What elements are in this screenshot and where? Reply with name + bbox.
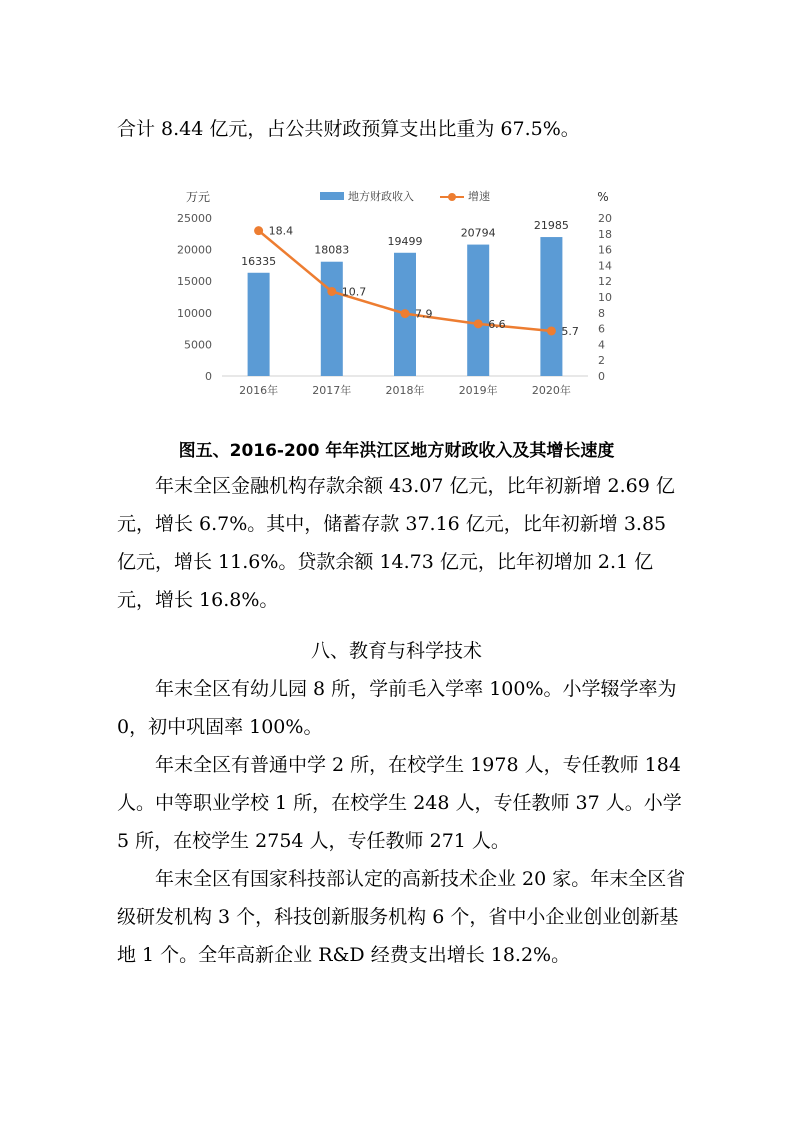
x-tick-label: 2017年 bbox=[312, 384, 352, 397]
paragraph-fiscal-spending: 合计 8.44 亿元，占公共财政预算支出比重为 67.5%。 bbox=[117, 118, 580, 140]
y-right-tick-label: 6 bbox=[598, 322, 605, 336]
x-tick-label: 2016年 bbox=[239, 384, 279, 397]
bar bbox=[540, 237, 562, 376]
bar bbox=[321, 262, 343, 376]
growth-rate-label: 18.4 bbox=[268, 224, 294, 238]
y-right-tick-label: 20 bbox=[598, 212, 612, 225]
growth-rate-point bbox=[254, 226, 263, 235]
growth-rate-point bbox=[547, 326, 556, 335]
section-heading: 八、教育与科学技术 bbox=[310, 640, 482, 662]
y-right-tick-label: 18 bbox=[598, 227, 612, 241]
y-left-tick-label: 5000 bbox=[184, 338, 212, 352]
bar-value-label: 21985 bbox=[533, 219, 569, 233]
y-left-tick-label: 20000 bbox=[177, 243, 212, 257]
growth-rate-label: 6.6 bbox=[488, 317, 506, 331]
y-right-tick-label: 8 bbox=[598, 306, 605, 320]
y-left-tick-label: 0 bbox=[205, 370, 212, 383]
legend-bar-label: 地方财政收入 bbox=[348, 190, 414, 203]
figure-caption: 图五、2016-200 年年洪江区地方财政收入及其增长速度 bbox=[178, 441, 615, 461]
y-left-tick-label: 10000 bbox=[177, 306, 212, 320]
bar-value-label: 16335 bbox=[241, 254, 277, 268]
x-tick-label: 2018年 bbox=[385, 384, 425, 397]
growth-rate-point bbox=[474, 319, 483, 328]
y-right-tick-label: 12 bbox=[598, 275, 612, 289]
growth-rate-label: 7.9 bbox=[415, 307, 433, 321]
bar-value-label: 19499 bbox=[387, 234, 423, 248]
bar-value-label: 20794 bbox=[460, 226, 496, 240]
y-right-tick-label: 10 bbox=[598, 291, 612, 304]
bar bbox=[467, 245, 489, 376]
x-tick-label: 2019年 bbox=[458, 384, 498, 397]
paragraph-technology: 年末全区有国家科技部认定的高新技术企业 20 家。年末全区省级研发机构 3 个，科技创新服务机构 6 个，省中小企业创业创新基地 1 个。全年高新企业 R&D 经费支出增长 18.2%。 bbox=[117, 868, 686, 966]
legend-bar-swatch bbox=[320, 192, 344, 200]
growth-rate-point bbox=[327, 287, 336, 296]
growth-rate-label: 10.7 bbox=[341, 285, 367, 299]
legend-line-marker bbox=[448, 193, 456, 201]
y-right-tick-label: 14 bbox=[598, 259, 612, 273]
paragraph-finance: 年末全区金融机构存款余额 43.07 亿元，比年初新增 2.69 亿元，增长 6.7%。其中，储蓄存款 37.16 亿元，比年初新增 3.85 亿元，增长 11.6%。贷款余额 14.73 亿元，比年初增加 2.1 亿元，增长 16.8%。 bbox=[117, 475, 675, 611]
bar bbox=[248, 273, 270, 376]
y-left-tick-label: 25000 bbox=[177, 212, 212, 225]
legend-line-label: 增速 bbox=[468, 190, 490, 203]
y-right-tick-label: 16 bbox=[598, 243, 612, 257]
growth-rate-point bbox=[401, 309, 410, 318]
growth-rate-label: 5.7 bbox=[561, 324, 579, 338]
y-right-tick-label: 4 bbox=[598, 338, 605, 352]
y-left-unit-label: 万元 bbox=[185, 190, 211, 204]
bar-value-label: 18083 bbox=[314, 243, 350, 257]
y-right-unit-label: % bbox=[597, 190, 609, 204]
y-left-tick-label: 15000 bbox=[177, 275, 212, 289]
paragraph-schools: 年末全区有普通中学 2 所，在校学生 1978 人，专任教师 184 人。中等职业学校 1 所，在校学生 248 人，专任教师 37 人。小学 5 所，在校学生 2754 人，专任教师 271 人。 bbox=[117, 754, 682, 852]
y-right-tick-label: 2 bbox=[598, 354, 605, 368]
fiscal-revenue-chart bbox=[170, 180, 620, 410]
y-right-tick-label: 0 bbox=[598, 370, 605, 383]
x-tick-label: 2020年 bbox=[531, 384, 571, 397]
paragraph-kindergarten: 年末全区有幼儿园 8 所，学前毛入学率 100%。小学辍学率为 0，初中巩固率 100%。 bbox=[117, 678, 677, 738]
